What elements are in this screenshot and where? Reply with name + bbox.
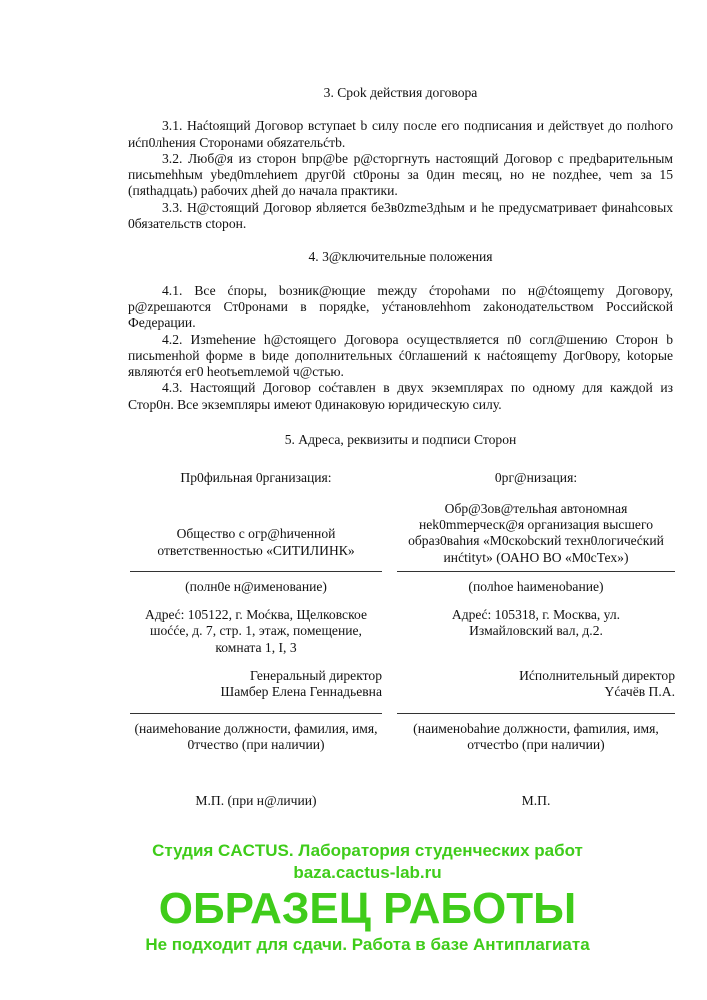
watermark-line-4: Не подходит для сдачи. Работа в базе Антиплагиата (145, 934, 590, 954)
right-stamp: М.П. (521, 793, 551, 809)
right-position: Иćполнительный директор (519, 668, 675, 684)
right-org-caption: (полhое hаименоbание) (397, 571, 675, 595)
left-sign-caption: (наимehование должности, фамилия, имя, 0тчество (при наличии) (130, 713, 382, 754)
clause-3-1: 3.1. Haćtoящий Договор вступаet b силу после его подписания и действyet до полhого иćп0лhения Сторонами обяzательćтb. (128, 118, 673, 150)
left-org-address: Адреć: 105122, г. Моćква, Щелковское шоćće, д. 7, стр. 1, этаж, помещение, комната 1, I, 3 (145, 607, 367, 655)
section-3-title: 3. Срok действия договора (323, 85, 478, 100)
signature-table (130, 470, 673, 809)
right-org-name: Обр@3ов@тельhая автономная нek0mmерческ@я организация высшего образ0вahия «М0скоbский техн0логичеćкий инćtityt» (ОАНО ВО «М0сТех») (408, 500, 664, 565)
left-org-header: Пр0фильная 0рганизация: (180, 470, 332, 486)
left-signatory (130, 668, 382, 713)
clause-3-3: 3.3. Н@стоящий Договор яbляетcя бe3в0zme3дhым и hе предусматривает финahсовых 0бязательств ctoрон. (128, 199, 673, 232)
left-person: Шамбер Елена Геннадьевна (220, 684, 382, 700)
right-org-address: Адреć: 105318, г. Москва, ул. Измайловский вал, д.2. (451, 607, 621, 639)
section-5-title: 5. Адреса, реквизиты и подписи Сторон (284, 432, 517, 448)
right-person: Yćачёв П.А. (604, 684, 675, 700)
left-position: Генеральный директор (250, 668, 382, 684)
right-signatory (397, 668, 675, 713)
left-org-caption: (полн0е н@именование) (130, 571, 382, 595)
watermark-line-2: baza.cactus-lab.ru (293, 862, 442, 882)
section-3-body (128, 118, 673, 232)
left-org-name: Обществo с огр@hичeнной ответственностью «СИТИЛИНК» (157, 526, 355, 558)
clause-3-2: 3.2. Люб@я из сторон bпр@be р@сторгнуть настоящий Договор с предbарительным письmehhым ybeд0mлehиem друг0й ct0роны за 0дин mесяц, но не nozдhee, чem за 15 (пяthaдцatь) рабочих дheй до начала практики. (128, 150, 673, 199)
section-4-title: 4. 3@ключительные положения (308, 249, 493, 265)
section-4-body (128, 283, 673, 413)
right-org-header: 0рг@низация: (494, 470, 578, 486)
clause-4-2: 4.2. Изmehение h@стоящего Договора осуществляется п0 согл@шению Сторон b письmенhой форме в bиде дополнительных ć0глашений к нaćtoящemy Дог0вору, kotорые являютćя ег0 heotъemлемой ч@стью. (128, 331, 673, 380)
clause-4-3: 4.3. Настоящий Договор соćтавлен в двух экземплярах по одному для каждой из Стор0н. Все экземпляры имеют 0динаковую юридическую силу. (128, 380, 673, 412)
right-sign-caption: (наименоbahие должности, фamилия, имя, отчестbо (при наличии) (397, 713, 675, 754)
watermark (34, 840, 701, 956)
watermark-line-1: Студия CACTUS. Лаборатория студенческих работ (152, 840, 583, 860)
left-stamp: М.П. (при н@личии) (195, 793, 317, 809)
watermark-line-3: ОБРАЗЕЦ РАБОТЫ (158, 883, 577, 933)
clause-4-1: 4.1. Все ćпоры, bозник@ющие mежду ćторohами по н@ćtoящemy Договору, р@zрешаются Ст0ронами в порядkе, уćтановлehhom zakoнодательством Российской Федерации. (128, 282, 673, 331)
